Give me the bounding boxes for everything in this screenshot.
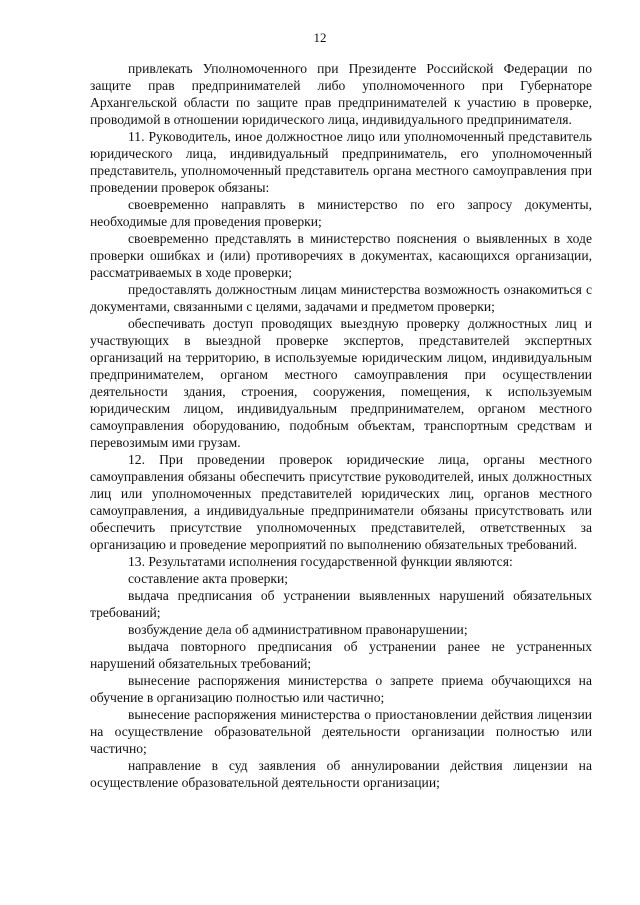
paragraph-continuation: привлекать Уполномоченного при Президенте Российской Федерации по защите прав предпринимателей либо уполномоченного при Губернаторе Архангельской области по защите прав предпринимателей к участию в проверке, проводимой в отношении юридического лица, индивидуального предпринимателя. — [90, 61, 592, 127]
paragraph-result-1: составление акта проверки; — [128, 571, 289, 586]
paragraph-result-2: выдача предписания об устранении выявленных нарушений обязательных требований; — [90, 588, 592, 620]
paragraph-result-5: вынесение распоряжения министерства о запрете приема обучающихся на обучение в организацию полностью или частично; — [90, 673, 592, 705]
paragraph-result-6: вынесение распоряжения министерства о приостановлении действия лицензии на осуществление образовательной деятельности организации полностью или частично; — [90, 707, 592, 756]
page-number: 12 — [313, 30, 327, 45]
paragraph-obligation-3: предоставлять должностным лицам министерства возможность ознакомиться с документами, связанными с целями, задачами и предметом проверки; — [90, 282, 592, 314]
paragraph-item-12: 12. При проведении проверок юридические лица, органы местного самоуправления обязаны обеспечить присутствие руководителей, иных должностных лиц или уполномоченных представителей юридических лиц, органов местного самоуправления, а индивидуальные предприниматели обязаны присутствовать или обеспечить присутствие уполномоченных представителей, ответственных за организацию и проведение мероприятий по выполнению обязательных требований. — [90, 452, 592, 552]
document-body — [90, 60, 592, 791]
paragraph-result-4: выдача повторного предписания об устранении ранее не устраненных нарушений обязательных требований; — [90, 639, 592, 671]
paragraph-obligation-1: своевременно направлять в министерство по его запросу документы, необходимые для проведения проверки; — [90, 197, 592, 229]
paragraph-item-13: 13. Результатами исполнения государственной функции являются: — [128, 554, 513, 569]
paragraph-obligation-4: обеспечивать доступ проводящих выездную проверку должностных лиц и участвующих в выездной проверке экспертов, представителей экспертных организаций на территорию, в используемые юридическим лицом, индивидуальным предпринимателем, органом местного самоуправления при осуществлении деятельности здания, строения, сооружения, помещения, к используемым юридическим лицом, индивидуальным предпринимателем, органом местного самоуправления оборудованию, подобным объектам, транспортным средствам и перевозимым ими грузам. — [90, 316, 592, 450]
paragraph-result-3: возбуждение дела об административном правонарушении; — [128, 622, 468, 637]
paragraph-obligation-2: своевременно представлять в министерство пояснения о выявленных в ходе проверки ошибках и (или) противоречиях в документах, касающихся организации, рассматриваемых в ходе проверки; — [90, 231, 592, 280]
paragraph-item-11: 11. Руководитель, иное должностное лицо или уполномоченный представитель юридического лица, индивидуальный предприниматель, его уполномоченный представитель, уполномоченный представитель органа местного самоуправления при проведении проверок обязаны: — [90, 129, 592, 195]
paragraph-result-7: направление в суд заявления об аннулировании действия лицензии на осуществление образовательной деятельности организации; — [90, 758, 592, 790]
